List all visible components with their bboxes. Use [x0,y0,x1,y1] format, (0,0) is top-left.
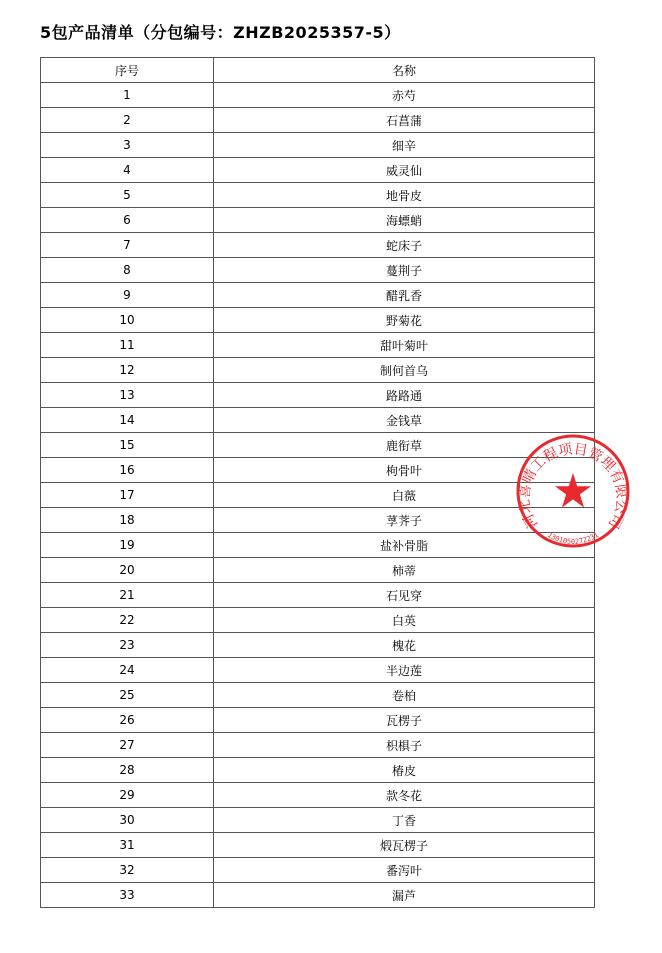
table-row [41,333,595,358]
row-name-cell: 金钱草 [214,408,595,433]
table-row [41,108,595,133]
row-name-cell: 白英 [214,608,595,633]
row-index-cell: 17 [41,483,214,508]
row-name-cell: 路路通 [214,383,595,408]
row-index-cell: 4 [41,158,214,183]
row-name-cell: 赤芍 [214,83,595,108]
row-index-cell: 27 [41,733,214,758]
row-index-cell: 33 [41,883,214,908]
row-name-cell: 莩荠子 [214,508,595,533]
product-table [40,57,595,908]
row-index-cell: 25 [41,683,214,708]
table-row [41,258,595,283]
row-name-cell: 海螵蛸 [214,208,595,233]
table-row [41,683,595,708]
row-index-cell: 30 [41,808,214,833]
table-row [41,533,595,558]
row-name-cell: 卷柏 [214,683,595,708]
row-name-cell: 醋乳香 [214,283,595,308]
row-index-cell: 16 [41,458,214,483]
row-index-cell: 12 [41,358,214,383]
row-index-cell: 26 [41,708,214,733]
table-row [41,808,595,833]
row-index-cell: 14 [41,408,214,433]
table-row [41,458,595,483]
row-index-cell: 28 [41,758,214,783]
row-name-cell: 细辛 [214,133,595,158]
table-body [41,83,595,908]
table-row [41,283,595,308]
row-name-cell: 漏芦 [214,883,595,908]
table-row [41,508,595,533]
row-index-cell: 29 [41,783,214,808]
column-header-name: 名称 [214,58,595,83]
table-row [41,383,595,408]
row-index-cell: 20 [41,558,214,583]
row-name-cell: 地骨皮 [214,183,595,208]
row-index-cell: 9 [41,283,214,308]
table-row [41,83,595,108]
table-row [41,558,595,583]
row-name-cell: 白薇 [214,483,595,508]
table-row [41,633,595,658]
row-name-cell: 瓦楞子 [214,708,595,733]
table-row [41,208,595,233]
row-index-cell: 19 [41,533,214,558]
table-row [41,858,595,883]
row-name-cell: 半边莲 [214,658,595,683]
table-row [41,358,595,383]
table-row [41,308,595,333]
row-index-cell: 23 [41,633,214,658]
row-index-cell: 15 [41,433,214,458]
table-row [41,733,595,758]
row-name-cell: 椿皮 [214,758,595,783]
row-index-cell: 3 [41,133,214,158]
row-index-cell: 8 [41,258,214,283]
seal-number-text: 1301050272231 [546,530,600,546]
seal-star-icon [555,473,591,508]
table-row [41,883,595,908]
row-name-cell: 石见穿 [214,583,595,608]
row-name-cell: 甜叶菊叶 [214,333,595,358]
row-name-cell: 制何首乌 [214,358,595,383]
company-seal-stamp [515,420,631,562]
row-index-cell: 22 [41,608,214,633]
row-name-cell: 威灵仙 [214,158,595,183]
row-index-cell: 1 [41,83,214,108]
row-index-cell: 2 [41,108,214,133]
table-row [41,833,595,858]
table-row [41,658,595,683]
table-row [41,408,595,433]
page-title: 5包产品清单（分包编号：ZHZB2025357-5） [40,23,401,42]
row-index-cell: 24 [41,658,214,683]
row-index-cell: 6 [41,208,214,233]
table-row [41,233,595,258]
table-row [41,758,595,783]
row-name-cell: 石菖蒲 [214,108,595,133]
row-index-cell: 32 [41,858,214,883]
table-row [41,133,595,158]
row-name-cell: 蛇床子 [214,233,595,258]
table-row [41,583,595,608]
row-name-cell: 枸骨叶 [214,458,595,483]
row-name-cell: 丁香 [214,808,595,833]
row-name-cell: 番泻叶 [214,858,595,883]
row-index-cell: 11 [41,333,214,358]
column-header-index: 序号 [41,58,214,83]
row-name-cell: 盐补骨脂 [214,533,595,558]
row-name-cell: 槐花 [214,633,595,658]
row-index-cell: 10 [41,308,214,333]
row-name-cell: 款冬花 [214,783,595,808]
table-row [41,608,595,633]
table-row [41,708,595,733]
row-index-cell: 18 [41,508,214,533]
row-index-cell: 31 [41,833,214,858]
row-name-cell: 野菊花 [214,308,595,333]
table-row [41,433,595,458]
row-name-cell: 枳椇子 [214,733,595,758]
row-name-cell: 柿蒂 [214,558,595,583]
row-index-cell: 7 [41,233,214,258]
row-index-cell: 5 [41,183,214,208]
table-row [41,783,595,808]
table-header-row [41,58,595,83]
row-name-cell: 煅瓦楞子 [214,833,595,858]
table-row [41,158,595,183]
table-row [41,183,595,208]
row-index-cell: 13 [41,383,214,408]
row-name-cell: 鹿衔草 [214,433,595,458]
row-index-cell: 21 [41,583,214,608]
table-row [41,483,595,508]
row-name-cell: 蔓荆子 [214,258,595,283]
seal-company-text: 河北喜晴工程项目管理有限公司 [516,441,630,531]
